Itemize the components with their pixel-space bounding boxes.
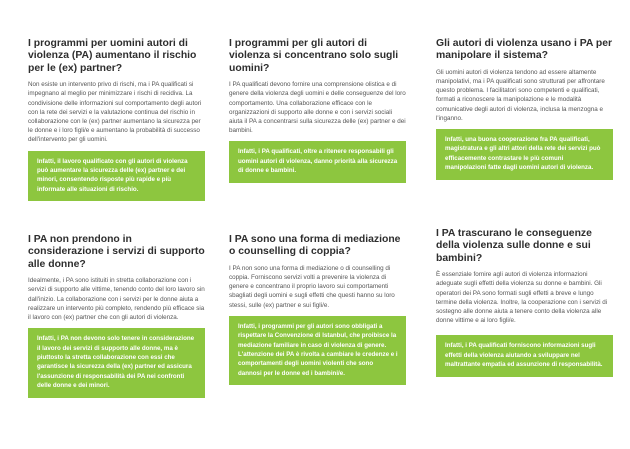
faq-section <box>436 228 613 377</box>
faq-section <box>28 234 205 398</box>
section-body: È essenziale fornire agli autori di violenza informazioni adeguate sugli effetti della violenza su donne e bambini. Gli operatori dei PA sono formati sugli effetti a breve e lungo termine della violenza. Inoltre, la cooperazione con i servizi di sostegno alle donne aiuta a tenere conto della violenza alle donne vittime e ai loro figli/e. <box>436 271 608 325</box>
faq-section <box>229 38 406 183</box>
highlight-box: Infatti, i PA qualificati forniscono informazioni sugli effetti della violenza aiutando a sviluppare nel maltrattante empatia ed assunzione di responsabilità. <box>436 335 613 376</box>
section-title: Gli autori di violenza usano i PA per manipolare il sistema? <box>436 38 613 62</box>
highlight-box: Infatti, i programmi per gli autori sono obbligati a rispettare la Convenzione di Istanbul, che proibisce la mediazione familiare in caso di violenza di genere. L'attenzione dei PA è rivolta a cambiare le credenze e i comportamenti degli uomini violenti che sono dannosi per le donne ed i bambini/e. <box>229 316 406 385</box>
section-body: I PA qualificati devono fornire una comprensione olistica e di genere della violenza degli uomini e delle conseguenze del loro comportamento. Una collaborazione efficace con le organizzazioni di supporto alle donne e con i servizi sociali aiuta il PA a concentrarsi sulla sicurezza delle (ex) partner e dei bambini. <box>229 81 406 135</box>
section-title: I programmi per gli autori di violenza si concentrano solo sugli uomini? <box>229 38 399 74</box>
highlight-box: Infatti, il lavoro qualificato con gli autori di violenza può aumentare la sicurezza delle (ex) partner e dei minori, consentendo risposte più rapide e più informate alle situazioni di rischio. <box>28 151 205 202</box>
section-title: I programmi per uomini autori di violenza (PA) aumentano il rischio per le (ex) partner? <box>28 38 197 74</box>
section-body: Idealmente, i PA sono istituiti in stretta collaborazione con i servizi di supporto alle vittime, tenendo conto del loro lavoro sin dall'inizio. La collaborazione con i servizi per le donne aiuta a realizzare un intervento più completo, rendendo più efficace sia il lavoro con (ex) partner che con gli autori di violenza. <box>28 277 205 322</box>
section-title: I PA sono una forma di mediazione o counselling di coppia? <box>229 234 401 258</box>
section-body: I PA non sono una forma di mediazione o di counselling di coppia. Forniscono servizi volti a prevenire la violenza di genere e concentrano il proprio lavoro sui comportamenti sbagliati degli uomini e sugli effetti che questi hanno su loro stessi, sulle (ex) partner e sui figli/e. <box>229 264 395 309</box>
highlight-box: Infatti, i PA qualificati, oltre a ritenere responsabili gli uomini autori di violenza, danno priorità alla sicurezza di donne e bambini. <box>229 141 406 182</box>
highlight-box: Infatti, una buona cooperazione fra PA qualificati, magistratura e gli altri attori della rete dei servizi può efficacemente contrastare le più comuni manipolazioni fatte dagli uomini autori di violenza. <box>436 129 613 180</box>
section-body: Gli uomini autori di violenza tendono ad essere altamente manipolativi, ma i PA qualificati sono strutturati per affrontare questo problema. I facilitatori sono competenti e qualificati, formati a riconoscere la manipolazione e le modalità comunicative degli autori di violenza, inclusa la menzogna e l'inganno. <box>436 68 605 122</box>
section-title: I PA trascurano le conseguenze della violenza sulle donne e sui bambini? <box>436 228 592 264</box>
faq-section <box>28 38 205 201</box>
highlight-box: Infatti, i PA non devono solo tenere in considerazione il lavoro dei servizi di supporto alle donne, ma è piuttosto la stretta collaborazione con essi che garantisce la sicurezza della (ex) partner ed assicura l'assunzione di responsabilità dei PA nei confronti delle donne e dei minori. <box>28 328 205 397</box>
section-body: Non esiste un intervento privo di rischi, ma i PA qualificati si impegnano al meglio per minimizzare i rischi di recidiva. La condivisione delle informazioni sul comportamento degli autori con la rete dei servizi e la valutazione continua del rischio in collaborazione con le (ex) partner aumentano la sicurezza per le donne e i loro figli/e e aumentano la probabilità di successo dell'intervento per gli uomini. <box>28 81 202 144</box>
section-title: I PA non prendono in considerazione i servizi di supporto alle donne? <box>28 234 205 270</box>
faq-section <box>229 234 406 385</box>
faq-section <box>436 38 613 180</box>
